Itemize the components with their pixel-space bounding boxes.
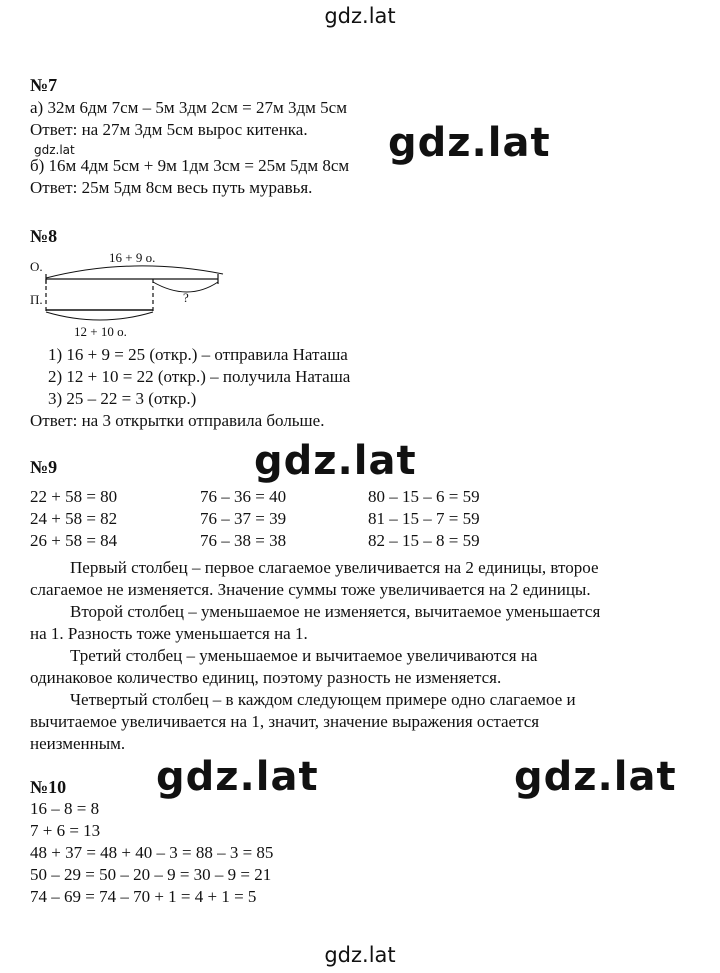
task9-col3-row1: 80 – 15 – 6 = 59 [368, 487, 480, 506]
watermark-bottom: gdz.lat [324, 943, 396, 967]
task7-part-a: а) 32м 6дм 7см – 5м 3дм 2см = 27м 3дм 5см [30, 98, 347, 117]
watermark-small: gdz.lat [34, 143, 75, 157]
task9-col1-row2: 24 + 58 = 82 [30, 509, 118, 528]
task10-line-1: 16 – 8 = 8 [30, 799, 100, 818]
diagram-bottom-label: 12 + 10 о. [74, 324, 127, 339]
watermark-big-2: gdz.lat [254, 438, 417, 484]
task10-heading: №10 [30, 777, 67, 797]
diagram-top-label: 16 + 9 о. [109, 250, 156, 265]
task8-step-2: 2) 12 + 10 = 22 (откр.) – получила Наташа [48, 367, 351, 386]
diagram-row-o-label: О. [30, 259, 43, 274]
task9-paragraph-3 [30, 645, 696, 689]
task9-p4-line2: вычитаемое увеличивается на 1, значит, значение выражения остается [30, 712, 540, 731]
task8-answer: Ответ: на 3 открытки отправила больше. [30, 411, 325, 430]
task9-p2-line1: Второй столбец – уменьшаемое не изменяется, вычитаемое уменьшается [70, 602, 601, 621]
task8-step-1: 1) 16 + 9 = 25 (откр.) – отправила Наташа [48, 345, 348, 364]
task10-line-5: 74 – 69 = 74 – 70 + 1 = 4 + 1 = 5 [30, 887, 257, 906]
watermark-top: gdz.lat [324, 4, 396, 28]
task7-answer-a: Ответ: на 27м 3дм 5см вырос китенка. [30, 120, 308, 139]
task8-heading: №8 [30, 226, 58, 246]
top-brace [46, 266, 223, 278]
task9-heading: №9 [30, 457, 58, 477]
task9-col2-row3: 76 – 38 = 38 [200, 531, 287, 550]
task7-answer-b: Ответ: 25м 5дм 8см весь путь муравья. [30, 178, 313, 197]
diagram-question-mark: ? [183, 290, 189, 305]
bottom-brace [46, 312, 153, 320]
watermark-big-4: gdz.lat [514, 754, 677, 800]
task10-line-4: 50 – 29 = 50 – 20 – 9 = 30 – 9 = 21 [30, 865, 272, 884]
task10-line-3: 48 + 37 = 48 + 40 – 3 = 88 – 3 = 85 [30, 843, 274, 862]
task9-col3-row2: 81 – 15 – 7 = 59 [368, 509, 480, 528]
task7-heading: №7 [30, 75, 58, 95]
task9-col2-row2: 76 – 37 = 39 [200, 509, 287, 528]
task9-p4-line1: Четвертый столбец – в каждом следующем примере одно слагаемое и [70, 690, 576, 709]
task7-part-b: б) 16м 4дм 5см + 9м 1дм 3см = 25м 5дм 8см [30, 156, 350, 175]
task9-p3-line2: одинаковое количество единиц, поэтому разность не изменяется. [30, 668, 502, 687]
watermark-big-1: gdz.lat [388, 120, 551, 166]
task9-p4-line3: неизменным. [30, 734, 126, 753]
watermark-big-3: gdz.lat [156, 754, 319, 800]
task9-col1-row3: 26 + 58 = 84 [30, 531, 118, 550]
task8-step-3: 3) 25 – 22 = 3 (откр.) [48, 389, 197, 408]
diagram-row-p-label: П. [30, 292, 43, 307]
task9-p1-line2: слагаемое не изменяется. Значение суммы тоже увеличивается на 2 единицы. [30, 580, 591, 599]
task9-paragraph-4 [30, 689, 696, 755]
task10-line-2: 7 + 6 = 13 [30, 821, 101, 840]
task9-paragraph-1 [30, 557, 696, 601]
task9-p3-line1: Третий столбец – уменьшаемое и вычитаемое увеличиваются на [70, 646, 538, 665]
task9-p1-line1: Первый столбец – первое слагаемое увеличивается на 2 единицы, второе [70, 558, 599, 577]
task9-col3-row3: 82 – 15 – 8 = 59 [368, 531, 480, 550]
task9-col1-row1: 22 + 58 = 80 [30, 487, 118, 506]
task9-p2-line2: на 1. Разность тоже уменьшается на 1. [30, 624, 308, 643]
task9-paragraph-2 [30, 601, 696, 645]
task9-col2-row1: 76 – 36 = 40 [200, 487, 287, 506]
